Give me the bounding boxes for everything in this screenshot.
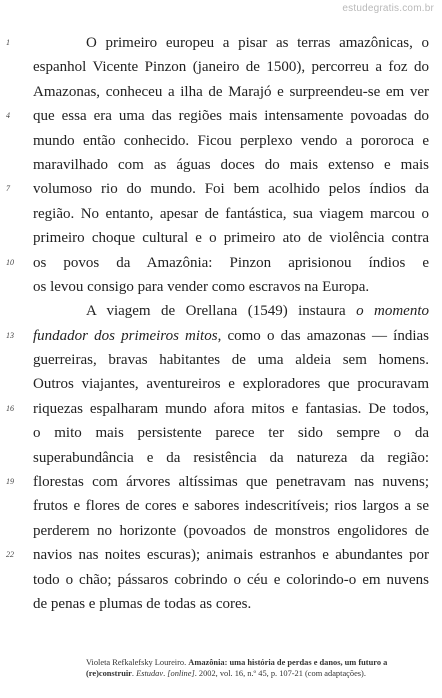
- line-number: 10: [6, 257, 14, 267]
- line-text: frutos e flores de cores e sabores indescritíveis; rios largos a se: [33, 498, 429, 515]
- text-line: [0, 519, 442, 543]
- source-citation: [86, 657, 432, 679]
- line-number: 13: [6, 330, 14, 340]
- watermark: estudegratis.com.br: [342, 3, 434, 14]
- line-text: perderem no horizonte (povoados de monstros engolidores de: [33, 522, 429, 539]
- source-details: . 2002, vol. 16, n.º 45, p. 107-21 (com adaptações).: [194, 669, 366, 678]
- line-text: navios nas noites escuras); animais estranhos e abundantes por: [33, 547, 429, 564]
- line-text: todo o chão; pássaros cobrindo o céu e colorindo-o em nuvens: [33, 571, 429, 588]
- text-line: [0, 177, 442, 201]
- line-text: espanhol Vicente Pinzon (janeiro de 1500), percorreu a foz do: [33, 59, 429, 76]
- paragraph-1: [0, 31, 442, 299]
- line-number: 22: [6, 550, 14, 560]
- line-text-regular: , como o das amazonas — índias: [217, 327, 429, 344]
- text-line: [0, 153, 442, 177]
- text-line: [0, 251, 442, 275]
- text-line: [0, 470, 442, 494]
- line-text: o mito mais persistente parece ter sido sempre o da: [33, 425, 429, 442]
- line-number: 1: [6, 38, 10, 47]
- line-number: 19: [6, 477, 14, 487]
- line-text: volumoso rio do mundo. Foi bem acolhido pelos índios da: [33, 181, 429, 198]
- line-text: primeiro choque cultural e o primeiro ato de violência contra: [33, 230, 429, 247]
- source-separator: .: [163, 669, 168, 678]
- text-line: [0, 494, 442, 518]
- text-line: [0, 129, 442, 153]
- source-journal: Estudav: [136, 669, 164, 678]
- text-line: [0, 592, 442, 616]
- line-text: que essa era uma das regiões mais intensamente povoadas do: [33, 108, 429, 125]
- line-text: riquezas espalharam mundo afora mitos e fantasias. De todos,: [33, 400, 429, 417]
- text-line: [0, 80, 442, 104]
- text-line: [0, 543, 442, 567]
- text-line: [0, 31, 442, 55]
- line-text: florestas com árvores altíssimas que penetravam nas nuvens;: [33, 474, 429, 491]
- text-line: [0, 421, 442, 445]
- text-line: [0, 275, 442, 299]
- passage: [0, 31, 442, 616]
- line-text: Amazonas, conheceu a ilha de Marajó e surpreendeu-se em ver: [33, 83, 429, 100]
- line-text: mundo então conhecido. Ficou perplexo vendo a pororoca e: [33, 132, 429, 149]
- text-line: [0, 446, 442, 470]
- text-line: [0, 226, 442, 250]
- source-separator: .: [131, 669, 137, 678]
- line-text: os levou consigo para vender como escravos na Europa.: [33, 278, 370, 295]
- line-text-italic: fundador dos primeiros mitos: [33, 327, 218, 344]
- line-number: 4: [6, 111, 10, 121]
- line-text: de penas e plumas de todas as cores.: [33, 595, 252, 612]
- text-line: [0, 202, 442, 226]
- source-online: [online]: [167, 669, 195, 678]
- text-line: [0, 568, 442, 592]
- line-text: Outros viajantes, aventureiros e exploradores que procuravam: [33, 376, 429, 393]
- line-text: O primeiro europeu a pisar as terras amazônicas, o: [86, 35, 429, 51]
- line-text-italic: o momento: [356, 303, 429, 320]
- line-text: os povos da Amazônia: Pinzon aprisionou índios e: [33, 254, 429, 271]
- line-text: [86, 299, 429, 323]
- line-text: maravilhado com as águas doces do mais extenso e mais: [33, 156, 429, 173]
- source-title: Amazônia: uma história de perdas e danos, um futuro a (re)construir: [86, 658, 388, 678]
- line-number: 7: [6, 184, 10, 194]
- line-number: 16: [6, 403, 14, 413]
- paragraph-2: [0, 299, 442, 616]
- line-text: região. No entanto, apesar de fantástica, sua viagem marcou o: [33, 205, 429, 222]
- line-text: superabundância e da resistência da natureza da região:: [33, 449, 429, 466]
- line-text: [33, 324, 429, 348]
- line-text: guerreiras, bravas habitantes de uma aldeia sem homens.: [33, 352, 429, 369]
- text-line: [0, 104, 442, 128]
- text-line: [0, 348, 442, 372]
- line-text-regular: A viagem de Orellana (1549) instaura: [86, 303, 357, 320]
- source-author: Violeta Refkalefsky Loureiro.: [86, 658, 189, 667]
- text-line: [0, 299, 442, 323]
- text-line: [0, 397, 442, 421]
- text-line: [0, 372, 442, 396]
- text-line: [0, 55, 442, 79]
- text-line: [0, 324, 442, 348]
